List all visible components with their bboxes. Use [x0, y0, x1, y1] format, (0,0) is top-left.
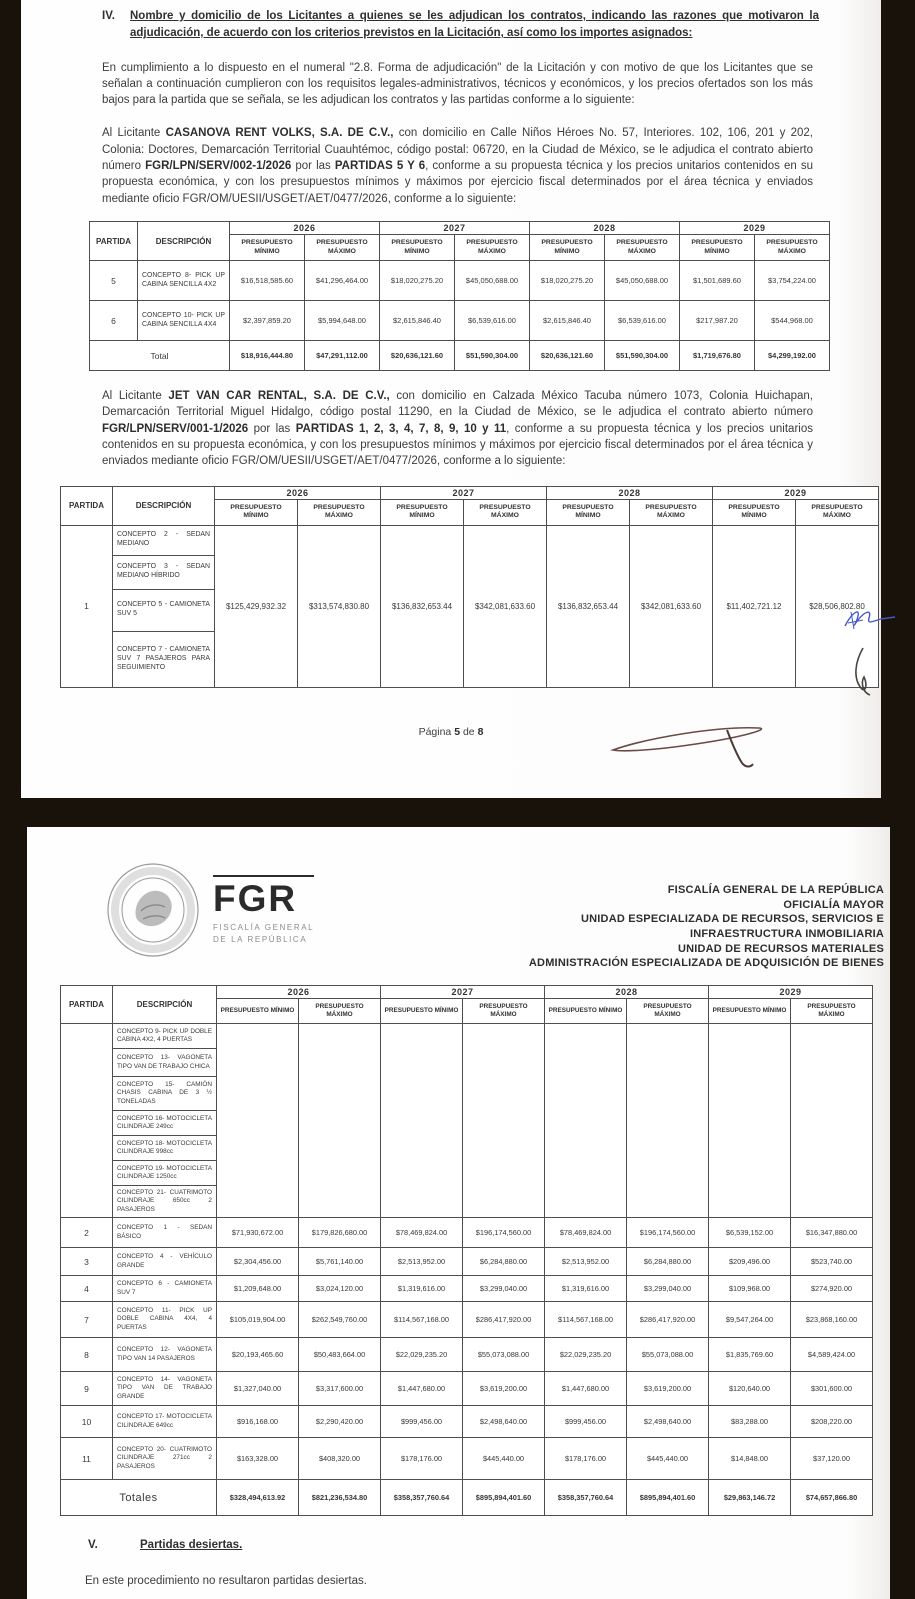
col-header-min: PRESUPUESTO MÍNIMO: [530, 235, 605, 261]
fgr-subtitle-line1: FISCALÍA GENERAL: [213, 922, 315, 932]
descripcion-cell: CONCEPTO 8- PICK UP CABINA SENCILLA 4X2: [138, 261, 230, 301]
budget-cell: $3,754,224.00: [755, 261, 830, 301]
casanova-mid2: por las: [291, 160, 335, 173]
jetvan-lead: Al Licitante: [102, 390, 169, 403]
budget-cell: $45,050,688.00: [455, 261, 530, 301]
col-header-max: PRESUPUESTO MÁXIMO: [305, 235, 380, 261]
blue-pen-initials: [827, 592, 907, 708]
col-header-year-2029: 2029: [680, 222, 830, 235]
fgr-wordmark: [213, 875, 314, 946]
closing-paragraph: En este procedimiento no resultaron partidas desiertas.: [85, 1575, 367, 1587]
partida-cell: 7: [61, 1302, 113, 1338]
total-cell: $51,590,304.00: [605, 341, 680, 371]
fgr-logo: [105, 861, 314, 959]
budget-cell: $274,920.00: [791, 1276, 873, 1302]
budget-cell-empty: [791, 1024, 873, 1218]
partida-cell: 8: [61, 1338, 113, 1372]
budget-cell: $286,417,920.00: [463, 1302, 545, 1338]
table-row-partida-10: [61, 1406, 873, 1438]
partida-cell: 11: [61, 1438, 113, 1480]
jetvan-partidas: PARTIDAS 1, 2, 3, 4, 7, 8, 9, 10 y 11: [295, 422, 507, 435]
budget-cell: $2,513,952.00: [545, 1248, 627, 1276]
section-iv-number: IV.: [102, 10, 116, 22]
budget-cell: $71,930,672.00: [217, 1218, 299, 1248]
descripcion-cell: CONCEPTO 17- MOTOCICLETA CILINDRAJE 649cc: [113, 1406, 217, 1438]
descripcion-subcell: CONCEPTO 3 - SEDAN MEDIANO HÍBRIDO: [113, 555, 215, 589]
budget-cell: $114,567,168.00: [545, 1302, 627, 1338]
col-header-year-2028: 2028: [545, 986, 709, 999]
col-header-year-2026: 2026: [217, 986, 381, 999]
budget-cell: $408,320.00: [299, 1438, 381, 1480]
jetvan-paragraph: [102, 388, 813, 470]
col-header-partida: PARTIDA: [90, 222, 138, 261]
letterhead-line: UNIDAD DE RECURSOS MATERIALES: [677, 942, 884, 955]
col-header-partida: PARTIDA: [61, 986, 113, 1024]
col-header-min: PRESUPUESTO MÍNIMO: [545, 999, 627, 1024]
table-row-partida-9: [61, 1372, 873, 1406]
signature-ink: [607, 716, 777, 786]
col-header-max: PRESUPUESTO MÁXIMO: [796, 499, 879, 525]
budget-cell: $301,600.00: [791, 1372, 873, 1406]
section-iv-title: Nombre y domicilio de los Licitantes a quienes se les adjudican los contratos, indicando las razones que motivaron la adjudicación, de acuerdo con los criterios previstos en la Licitación, así como los importes asignados:: [130, 10, 819, 40]
budget-cell: $445,440.00: [463, 1438, 545, 1480]
col-header-max: PRESUPUESTO MÁXIMO: [627, 999, 709, 1024]
descripcion-subcell: CONCEPTO 19- MOTOCICLETA CILINDRAJE 1250cc: [113, 1161, 217, 1186]
budget-cell: $2,498,640.00: [463, 1406, 545, 1438]
total-cell: $1,719,676.80: [680, 341, 755, 371]
budget-cell: $23,868,160.00: [791, 1302, 873, 1338]
total-cell: $821,236,534.80: [299, 1480, 381, 1516]
budget-cell-empty: [463, 1024, 545, 1218]
partida-cell: 10: [61, 1406, 113, 1438]
casanova-paragraph: [102, 125, 813, 207]
col-header-min: PRESUPUESTO MÍNIMO: [381, 999, 463, 1024]
mexican-eagle-seal-icon: [105, 861, 201, 959]
casanova-partidas: PARTIDAS 5 Y 6: [334, 160, 426, 173]
budget-cell: $1,835,769.60: [709, 1338, 791, 1372]
budget-cell: $544,968.00: [755, 301, 830, 341]
budget-cell: $286,417,920.00: [627, 1302, 709, 1338]
totales-label-cell: Totales: [61, 1480, 217, 1516]
total-cell: $18,916,444.80: [230, 341, 305, 371]
budget-cell: $1,319,616.00: [381, 1276, 463, 1302]
budget-cell: $4,589,424.00: [791, 1338, 873, 1372]
budget-cell: $6,539,152.00: [709, 1218, 791, 1248]
section-iv-heading: [102, 8, 819, 43]
budget-cell: $2,304,456.00: [217, 1248, 299, 1276]
budget-cell-empty: [709, 1024, 791, 1218]
budget-cell: $208,220.00: [791, 1406, 873, 1438]
total-label-cell: Total: [90, 341, 230, 371]
col-header-max: PRESUPUESTO MÁXIMO: [463, 999, 545, 1024]
budget-cell: $11,402,721.12: [713, 525, 796, 687]
budget-cell: $114,567,168.00: [381, 1302, 463, 1338]
col-header-year-2027: 2027: [381, 486, 547, 499]
table-row-partida-8: [61, 1338, 873, 1372]
table-row-partida-5: [90, 261, 830, 301]
document-page-6: [27, 827, 890, 1599]
budget-cell: $16,518,585.60: [230, 261, 305, 301]
casanova-tail: , conforme a su propuesta técnica y los precios unitarios contenidos en su propuesta económica, y con los presupuestos mínimos y máximos por ejercicio fiscal determinados por el área técnica y enviados mediante oficio FGR/OM/UESII/USGET/AET/0477/2026, conforme a lo siguiente:: [102, 160, 813, 205]
page-number-text: Página: [418, 726, 455, 738]
descripcion-subcell: CONCEPTO 16- MOTOCICLETA CILINDRAJE 249cc: [113, 1111, 217, 1136]
partida-cell: 5: [90, 261, 138, 301]
page-number-of: de: [460, 726, 478, 738]
budget-cell: $22,029,235.20: [545, 1338, 627, 1372]
budget-cell: $3,317,600.00: [299, 1372, 381, 1406]
budget-cell: $6,539,616.00: [455, 301, 530, 341]
col-header-year-2029: 2029: [713, 486, 879, 499]
budget-cell: $313,574,830.80: [298, 525, 381, 687]
total-cell: $358,357,760.64: [545, 1480, 627, 1516]
col-header-min: PRESUPUESTO MÍNIMO: [713, 499, 796, 525]
budget-cell: $1,501,689.60: [680, 261, 755, 301]
budget-cell: $163,328.00: [217, 1438, 299, 1480]
table-row-partida-1: [61, 525, 879, 555]
partida-cell: 9: [61, 1372, 113, 1406]
budget-cell-empty: [545, 1024, 627, 1218]
budget-cell: $18,020,275.20: [380, 261, 455, 301]
section-v-heading: [88, 1539, 242, 1551]
col-header-max: PRESUPUESTO MÁXIMO: [298, 499, 381, 525]
col-header-min: PRESUPUESTO MÍNIMO: [709, 999, 791, 1024]
budget-cell: $523,740.00: [791, 1248, 873, 1276]
budget-cell: $1,327,040.00: [217, 1372, 299, 1406]
budget-cell: $37,120.00: [791, 1438, 873, 1480]
table-row-partida-4: [61, 1276, 873, 1302]
budget-cell: $196,174,560.00: [463, 1218, 545, 1248]
section-v-number: V.: [88, 1539, 98, 1551]
partida-cell: 4: [61, 1276, 113, 1302]
budget-cell: $22,029,235.20: [381, 1338, 463, 1372]
jetvan-mid2: por las: [248, 422, 296, 435]
col-header-max: PRESUPUESTO MÁXIMO: [455, 235, 530, 261]
total-cell: $358,357,760.64: [381, 1480, 463, 1516]
letterhead-line: UNIDAD ESPECIALIZADA DE RECURSOS, SERVICIOS E: [581, 913, 884, 926]
budget-cell: $3,299,040.00: [627, 1276, 709, 1302]
budget-cell: $2,498,640.00: [627, 1406, 709, 1438]
col-header-max: PRESUPUESTO MÁXIMO: [630, 499, 713, 525]
casanova-lead: Al Licitante: [102, 127, 166, 140]
descripcion-cell: CONCEPTO 11- PICK UP DOBLE CABINA 4X4, 4 PUERTAS: [113, 1302, 217, 1338]
col-header-min: PRESUPUESTO MÍNIMO: [381, 499, 464, 525]
budget-cell: $18,020,275.20: [530, 261, 605, 301]
col-header-year-2027: 2027: [380, 222, 530, 235]
table-row-partida-6: [90, 301, 830, 341]
year-header-row: [90, 222, 830, 235]
budget-cell: $28,506,802.80: [796, 525, 879, 687]
total-cell: $74,657,866.80: [791, 1480, 873, 1516]
budget-cell: $2,513,952.00: [381, 1248, 463, 1276]
budget-cell-empty: [627, 1024, 709, 1218]
document-page-5: [21, 0, 881, 798]
descripcion-cell: CONCEPTO 10- PICK UP CABINA SENCILLA 4X4: [138, 301, 230, 341]
casanova-contract-number: FGR/LPN/SERV/002-1/2026: [145, 160, 292, 173]
budget-table-casanova: [89, 221, 830, 371]
budget-cell: $5,994,648.00: [305, 301, 380, 341]
total-cell: $328,494,613.92: [217, 1480, 299, 1516]
descripcion-cell: CONCEPTO 6 - CAMIONETA SUV 7: [113, 1276, 217, 1302]
total-cell: $51,590,304.00: [455, 341, 530, 371]
budget-cell: $1,319,616.00: [545, 1276, 627, 1302]
budget-cell: $105,019,904.00: [217, 1302, 299, 1338]
budget-cell: $3,619,200.00: [463, 1372, 545, 1406]
col-header-year-2029: 2029: [709, 986, 873, 999]
col-header-year-2027: 2027: [381, 986, 545, 999]
fgr-acronym: FGR: [213, 877, 298, 919]
budget-cell: $20,193,465.60: [217, 1338, 299, 1372]
col-header-year-2026: 2026: [230, 222, 380, 235]
budget-cell: $125,429,932.32: [215, 525, 298, 687]
budget-cell: $342,081,633.60: [464, 525, 547, 687]
descripcion-subcell: CONCEPTO 2 - SEDAN MEDIANO: [113, 525, 215, 555]
descripcion-subcell: CONCEPTO 7 - CAMIONETA SUV 7 PASAJEROS PARA SEGUIMIENTO: [113, 631, 215, 687]
col-header-min: PRESUPUESTO MÍNIMO: [380, 235, 455, 261]
budget-cell: $41,296,464.00: [305, 261, 380, 301]
budget-cell: $3,299,040.00: [463, 1276, 545, 1302]
budget-cell: $55,073,088.00: [627, 1338, 709, 1372]
col-header-max: PRESUPUESTO MÁXIMO: [605, 235, 680, 261]
descripcion-cell: CONCEPTO 4 - VEHÍCULO GRANDE: [113, 1248, 217, 1276]
budget-cell: $3,619,200.00: [627, 1372, 709, 1406]
budget-cell: $2,290,420.00: [299, 1406, 381, 1438]
fgr-subtitle: [213, 922, 314, 946]
col-header-min: PRESUPUESTO MÍNIMO: [547, 499, 630, 525]
total-cell: $895,894,401.60: [627, 1480, 709, 1516]
budget-cell: $196,174,560.00: [627, 1218, 709, 1248]
partida-cell: 3: [61, 1248, 113, 1276]
budget-cell: $50,483,664.00: [299, 1338, 381, 1372]
budget-cell: $916,168.00: [217, 1406, 299, 1438]
total-cell: $4,299,192.00: [755, 341, 830, 371]
budget-cell: $1,447,680.00: [381, 1372, 463, 1406]
budget-cell: $1,447,680.00: [545, 1372, 627, 1406]
total-cell: $895,894,401.60: [463, 1480, 545, 1516]
partida-cell: 2: [61, 1218, 113, 1248]
total-cell: $29,863,146.72: [709, 1480, 791, 1516]
letterhead: [324, 883, 884, 971]
total-cell: $20,636,121.60: [530, 341, 605, 371]
budget-cell: $342,081,633.60: [630, 525, 713, 687]
col-header-min: PRESUPUESTO MÍNIMO: [680, 235, 755, 261]
col-header-min: PRESUPUESTO MÍNIMO: [215, 499, 298, 525]
budget-cell: $9,547,264.00: [709, 1302, 791, 1338]
letterhead-line: INFRAESTRUCTURA INMOBILIARIA: [689, 927, 884, 940]
budget-table-jetvan: [60, 486, 879, 688]
col-header-max: PRESUPUESTO MÁXIMO: [791, 999, 873, 1024]
jetvan-tail: , conforme a su propuesta técnica y los precios unitarios contenidos en su propuesta económica, y con los presupuestos mínimos y máximos por ejercicio fiscal determinados por el área técnica y enviados mediante oficio FGR/OM/UESII/USGET/AET/0477/2026, conforme a lo siguiente:: [102, 422, 813, 468]
budget-cell: $5,761,140.00: [299, 1248, 381, 1276]
jetvan-company-name: JET VAN CAR RENTAL, S.A. DE C.V.,: [168, 390, 390, 403]
total-cell: $20,636,121.60: [380, 341, 455, 371]
budget-cell: $6,284,880.00: [463, 1248, 545, 1276]
casanova-mid1: con domicilio en Calle Niños Héroes No. 57, Interiores. 102, 106, 201 y 202, Colonia: Doctores, Demarcación Territorial Cuauhtémoc, código postal: 06720, en la Ciudad de México, se le adjudica el contrato abierto número: [102, 127, 813, 173]
table-total-row: [90, 341, 830, 371]
descripcion-subcell: CONCEPTO 5 - CAMIONETA SUV 5: [113, 589, 215, 631]
table-row-partida-2: [61, 1218, 873, 1248]
col-header-year-2026: 2026: [215, 486, 381, 499]
col-header-year-2028: 2028: [547, 486, 713, 499]
budget-cell: $120,640.00: [709, 1372, 791, 1406]
descripcion-cell: CONCEPTO 1 - SEDAN BÁSICO: [113, 1218, 217, 1248]
descripcion-cell: CONCEPTO 12- VAGONETA TIPO VAN 14 PASAJEROS: [113, 1338, 217, 1372]
budget-cell: $83,288.00: [709, 1406, 791, 1438]
budget-cell: $999,456.00: [381, 1406, 463, 1438]
budget-cell: $14,848.00: [709, 1438, 791, 1480]
budget-cell-empty: [217, 1024, 299, 1218]
col-header-min: PRESUPUESTO MÍNIMO: [230, 235, 305, 261]
total-cell: $47,291,112.00: [305, 341, 380, 371]
budget-cell: $1,209,648.00: [217, 1276, 299, 1302]
letterhead-line: FISCALÍA GENERAL DE LA REPÚBLICA: [667, 884, 884, 896]
budget-cell: $2,397,859.20: [230, 301, 305, 341]
budget-table-continuation: [60, 985, 873, 1516]
casanova-company-name: CASANOVA RENT VOLKS, S.A. DE C.V.,: [165, 127, 394, 140]
budget-cell: $445,440.00: [627, 1438, 709, 1480]
col-header-max: PRESUPUESTO MÁXIMO: [299, 999, 381, 1024]
budget-cell-empty: [381, 1024, 463, 1218]
col-header-min: PRESUPUESTO MÍNIMO: [217, 999, 299, 1024]
letterhead-line: ADMINISTRACIÓN ESPECIALIZADA DE ADQUISICIÓN DE BIENES: [528, 957, 884, 970]
jetvan-contract-number: FGR/LPN/SERV/001-1/2026: [102, 422, 249, 435]
page-number-total: 8: [477, 726, 484, 738]
budget-cell: $262,549,760.00: [299, 1302, 381, 1338]
table-row-partida-3: [61, 1248, 873, 1276]
descripcion-subcell: CONCEPTO 9- PICK UP DOBLE CABINA 4X2, 4 PUERTAS: [113, 1024, 217, 1049]
budget-cell: $178,176.00: [545, 1438, 627, 1480]
budget-cell: $179,826,680.00: [299, 1218, 381, 1248]
descripcion-cell: CONCEPTO 14- VAGONETA TIPO VAN DE TRABAJO GRANDE: [113, 1372, 217, 1406]
col-header-descripcion: DESCRIPCIÓN: [113, 986, 217, 1024]
descripcion-subcell: CONCEPTO 13- VAGONETA TIPO VAN DE TRABAJO CHICA: [113, 1049, 217, 1077]
budget-cell: $109,968.00: [709, 1276, 791, 1302]
budget-cell: $217,987.20: [680, 301, 755, 341]
budget-cell-empty: [299, 1024, 381, 1218]
table-row-partida-11: [61, 1438, 873, 1480]
col-header-year-2028: 2028: [530, 222, 680, 235]
jetvan-mid1: con domicilio en Calzada México Tacuba número 1073, Colonia Huichapan, Demarcación Territorial Miguel Hidalgo, código postal 11290, en la Ciudad de México, se le adjudica el contrato abierto número: [102, 390, 813, 419]
col-header-partida: PARTIDA: [61, 486, 113, 525]
col-header-max: PRESUPUESTO MÁXIMO: [755, 235, 830, 261]
descripcion-cell: CONCEPTO 20- CUATRIMOTO CILINDRAJE 271cc 2 PASAJEROS: [113, 1438, 217, 1480]
intro-paragraph: En cumplimiento a lo dispuesto en el numeral "2.8. Forma de adjudicación" de la Licitación y con motivo de que los Licitantes que se señalan a continuación cumplieron con los requisitos legales-administrativos, técnicos y económicos, y los precios ofertados son los más bajos para la partida que se señala, se les adjudican los contratos y las partidas conforme a lo siguiente:: [102, 61, 813, 107]
table-row-partida-7: [61, 1302, 873, 1338]
table-totales-row: [61, 1480, 873, 1516]
col-header-descripcion: DESCRIPCIÓN: [138, 222, 230, 261]
budget-cell: $3,024,120.00: [299, 1276, 381, 1302]
budget-cell: $136,832,653.44: [547, 525, 630, 687]
letterhead-line: OFICIALÍA MAYOR: [783, 898, 884, 911]
budget-cell: $178,176.00: [381, 1438, 463, 1480]
descripcion-subcell: CONCEPTO 18- MOTOCICLETA CILINDRAJE 998cc: [113, 1136, 217, 1161]
descripcion-subcell: CONCEPTO 21- CUATRIMOTO CILINDRAJE 650cc 2 PASAJEROS: [113, 1186, 217, 1218]
budget-cell: $999,456.00: [545, 1406, 627, 1438]
budget-cell: $2,615,846.40: [530, 301, 605, 341]
budget-cell: $136,832,653.44: [381, 525, 464, 687]
section-v-title: Partidas desiertas.: [140, 1539, 243, 1551]
descripcion-subcell: CONCEPTO 15- CAMIÓN CHASIS CABINA DE 3 ½ TONELADAS: [113, 1077, 217, 1111]
budget-cell: $209,496.00: [709, 1248, 791, 1276]
partida-cell: 6: [90, 301, 138, 341]
budget-cell: $6,284,880.00: [627, 1248, 709, 1276]
page-number-current: 5: [454, 726, 461, 738]
budget-cell: $55,073,088.00: [463, 1338, 545, 1372]
year-header-row: [61, 986, 873, 999]
col-header-descripcion: DESCRIPCIÓN: [113, 486, 215, 525]
budget-cell: $78,469,824.00: [381, 1218, 463, 1248]
partida-cell-empty: [61, 1024, 113, 1218]
budget-cell: $45,050,688.00: [605, 261, 680, 301]
budget-cell: $16,347,880.00: [791, 1218, 873, 1248]
partida-cell: 1: [61, 525, 113, 687]
fgr-subtitle-line2: DE LA REPÚBLICA: [213, 934, 308, 944]
year-header-row: [61, 486, 879, 499]
carryover-subrow: [61, 1024, 873, 1049]
budget-cell: $78,469,824.00: [545, 1218, 627, 1248]
col-header-max: PRESUPUESTO MÁXIMO: [464, 499, 547, 525]
budget-cell: $6,539,616.00: [605, 301, 680, 341]
budget-cell: $2,615,846.40: [380, 301, 455, 341]
